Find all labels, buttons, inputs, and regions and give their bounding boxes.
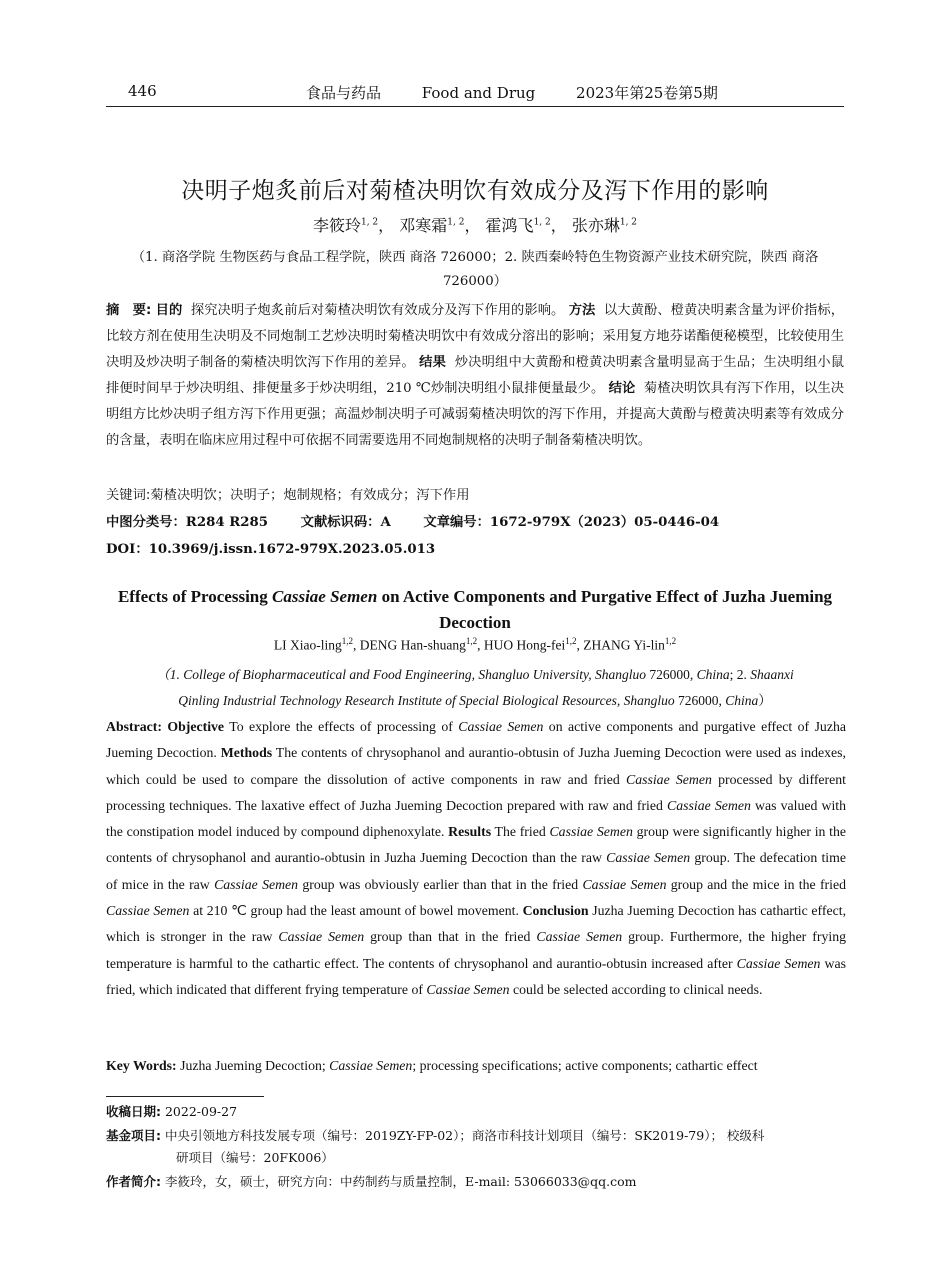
affiliation-en: （1. College of Biopharmaceutical and Food Engineering, Shangluo University, Shangluo 726000, China; 2. Shaanxi Qinling Industrial Technology Research Institute of Special Biological Resources, Shangluo 726000, China）: [156, 667, 794, 708]
title-en: Effects of Processing Cassiae Semen on Active Components and Purgative Effect of Juzha Jueming Decoction: [117, 587, 833, 632]
footnote-author: 作者简介: 李筱玲，女，硕士，研究方向：中药制药与质量控制，E-mail: 53066033@qq.com: [106, 1174, 637, 1189]
issue-info: 2023年第25卷第5期: [576, 84, 718, 102]
title-cn: 决明子炮炙前后对菊楂决明饮有效成分及泻下作用的影响: [181, 178, 769, 204]
journal-name-cn: 食品与药品: [306, 84, 382, 102]
author-cn: 邓寒霜: [399, 216, 448, 235]
abstract-en: Abstract: Objective To explore the effects of processing of Cassiae Semen on active components and purgative effect of Juzha Jueming Decoction. Methods The contents of chrysophanol and aurantio-obtusin of Juzha Jueming Decoction were used as indexes, which could be used to compare the dissolution of active components in raw and fried Cassiae Semen processed by different processing techniques. The laxative effect of Juzha Jueming Decoction prepared with raw and fried Cassiae Semen was valued with the constipation model induced by compound diphenoxylate. Results The fried Cassiae Semen group were significantly higher in the contents of chrysophanol and aurantio-obtusin in Juzha Jueming Decoction than the raw Cassiae Semen group. The defecation time of mice in the raw Cassiae Semen group was obviously earlier than that in the fried Cassiae Semen group and the mice in the fried Cassiae Semen at 210 ℃ group had the least amount of bowel movement. Conclusion Juzha Jueming Decoction has cathartic effect, which is stronger in the raw Cassiae Semen group than that in the fried Cassiae Semen group. Furthermore, the higher frying temperature is harmful to the cathartic effect. The contents of chrysophanol and aurantio-obtusin increased after Cassiae Semen was fried, which indicated that different frying temperature of Cassiae Semen could be selected according to clinical needs.: [106, 719, 847, 997]
author-cn: 霍鸿飞: [485, 216, 534, 235]
keywords-en: Key Words: Juzha Jueming Decoction; Cassiae Semen; processing specifications; active components; cathartic effect: [106, 1058, 758, 1073]
running-header: [106, 80, 844, 106]
authors-cn: 李筱玲$^{1, 2}$， 邓寒霜$^{1, 2}$， 霍鸿飞$^{1, 2}$， 张亦琳$^{1, 2}$: [312, 216, 638, 235]
header-rule: [106, 106, 844, 107]
author-cn: 张亦琳: [571, 216, 620, 235]
classification-info: 中图分类号：R284 R285 文献标识码：A 文章编号：1672-979X（2023）05-0446-04: [106, 515, 720, 530]
journal-name-en: Food and Drug: [421, 84, 536, 102]
footnote-rule: [106, 1096, 264, 1097]
authors-en: LI Xiao-ling$^{1,2}$, DENG Han-shuang$^{1,2}$, HUO Hong-fei$^{1,2}$, ZHANG Yi-lin$^{1,2}$: [273, 636, 677, 653]
affiliation-cn: （1. 商洛学院 生物医药与食品工程学院，陕西 商洛 726000；2. 陕西秦岭特色生物资源产业技术研究院，陕西 商洛 726000）: [131, 250, 819, 289]
keywords-cn: 关键词:菊楂决明饮；决明子；炮制规格；有效成分；泻下作用: [106, 488, 470, 503]
author-cn: 李筱玲: [312, 216, 361, 235]
doi: DOI：10.3969/j.issn.1672-979X.2023.05.013: [106, 542, 436, 557]
footnote-received: 收稿日期: 2022-09-27: [106, 1104, 238, 1119]
abstract-cn: 摘 要: 目的 探究决明子炮炙前后对菊楂决明饮有效成分及泻下作用的影响。 方法 以大黄酚、橙黄决明素含量为评价指标，比较方剂在使用生决明及不同炮制工艺炒决明时菊楂决明饮中有效成分溶出的影响；采用复方地芬诺酯便秘模型，比较使用生决明及炒决明子制备的菊楂决明饮泻下作用的差异。 结果 炒决明组中大黄酚和橙黄决明素含量明显高于生品；生决明组小鼠排便时间早于炒决明组、排便量多于炒决明组，210 ℃炒制决明组小鼠排便量最少。 结论 菊楂决明饮具有泻下作用，以生决明组方比炒决明子组方泻下作用更强；高温炒制决明子可减弱菊楂决明饮的泻下作用，并提高大黄酚与橙黄决明素等有效成分的含量，表明在临床应用过程中可依据不同需要选用不同炮制规格的决明子制备菊楂决明饮。: [106, 303, 845, 448]
page-number: 446: [128, 82, 157, 100]
footnote-fund: 基金项目: 中央引领地方科技发展专项（编号：2019ZY-FP-02）；商洛市科技计划项目（编号：SK2019-79）； 校级科 研项目（编号：20FK006）: [106, 1128, 765, 1165]
